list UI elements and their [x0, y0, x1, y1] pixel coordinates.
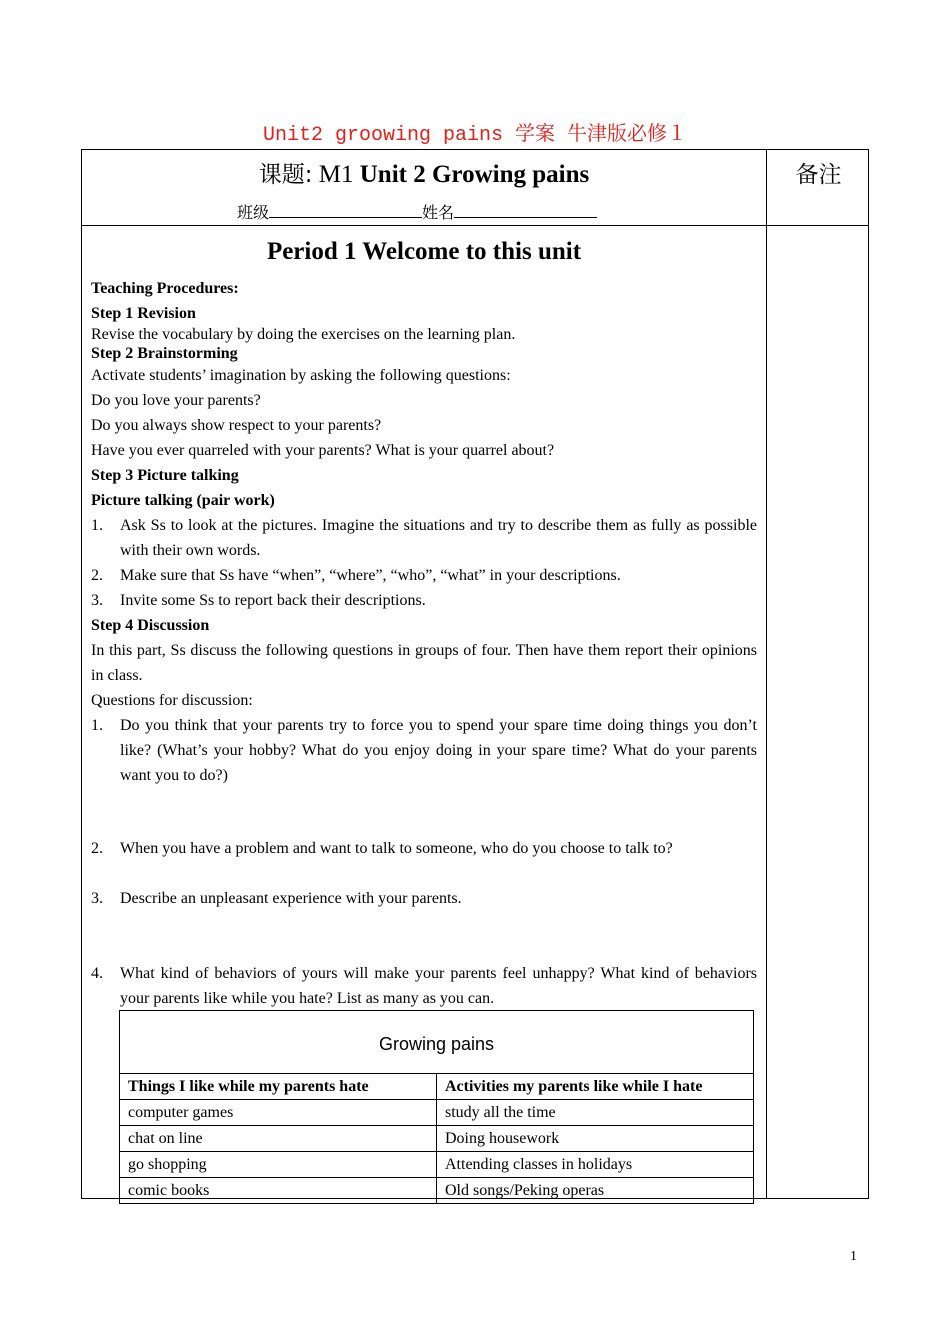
table-cell: Attending classes in holidays: [437, 1152, 754, 1178]
item-number: 2.: [91, 567, 103, 584]
table-cell: go shopping: [120, 1152, 437, 1178]
table-row: [120, 1152, 754, 1178]
table-cell: computer games: [120, 1100, 437, 1126]
table-cell: comic books: [120, 1178, 437, 1204]
item-text: When you have a problem and want to talk to someone, who do you choose to talk to?: [120, 840, 673, 857]
item-number: 1.: [91, 517, 103, 534]
lesson-plan-table: [81, 149, 869, 1199]
discussion-item: [91, 886, 757, 911]
table-header: Activities my parents like while I hate: [437, 1074, 754, 1100]
table-cell: chat on line: [120, 1126, 437, 1152]
discussion-item: [91, 713, 757, 788]
column-divider: [766, 150, 767, 1198]
step2-heading: Step 2 Brainstorming: [91, 345, 238, 362]
picture-item: [91, 588, 757, 613]
table-caption: Growing pains: [120, 1011, 754, 1074]
item-number: 2.: [91, 840, 103, 857]
step1-heading: Step 1 Revision: [91, 305, 196, 322]
name-label: 姓名: [422, 203, 455, 222]
step3-heading: Step 3 Picture talking: [91, 467, 239, 484]
step3-subheading: Picture talking (pair work): [91, 492, 275, 509]
item-number: 3.: [91, 890, 103, 907]
step2-text: Activate students’ imagination by asking the following questions:: [91, 367, 511, 384]
brainstorm-question: Do you always show respect to your parents?: [91, 417, 382, 434]
row-divider: [82, 225, 868, 226]
student-info-line: [237, 201, 597, 224]
topic-label: 课题:: [258, 162, 313, 188]
table-row: [120, 1126, 754, 1152]
item-text: Do you think that your parents try to force you to spend your spare time doing things you don’t like? (What’s your hobby? What do you enjoy doing in your spare time? What do your parents want you to do?): [120, 717, 757, 784]
picture-item: [91, 563, 757, 588]
period-title: Period 1 Welcome to this unit: [266, 238, 582, 265]
unit-title: Unit 2 Growing pains: [359, 161, 590, 188]
brainstorm-question: Do you love your parents?: [91, 392, 261, 409]
page-number: 1: [850, 1249, 857, 1264]
lesson-header-cell: [82, 150, 766, 225]
table-cell: Old songs/Peking operas: [437, 1178, 754, 1204]
item-text: What kind of behaviors of yours will make your parents feel unhappy? What kind of behaviors your parents like while you hate? List as many as you can.: [120, 965, 757, 1007]
remarks-header: 备注: [795, 162, 842, 188]
teaching-procedures-heading: Teaching Procedures:: [91, 280, 239, 297]
step4-heading: Step 4 Discussion: [91, 617, 210, 634]
discussion-item: [91, 961, 757, 1011]
table-row: [120, 1100, 754, 1126]
name-blank[interactable]: [454, 201, 597, 218]
lesson-title: [82, 158, 766, 192]
step4-text: In this part, Ss discuss the following questions in groups of four. Then have them report their opinions in class.: [91, 642, 757, 684]
table-cell: study all the time: [437, 1100, 754, 1126]
item-number: 4.: [91, 965, 103, 982]
discussion-item: [91, 836, 757, 861]
module-label: M1: [318, 161, 354, 188]
questions-label: Questions for discussion:: [91, 692, 253, 709]
step1-text: Revise the vocabulary by doing the exercises on the learning plan.: [91, 326, 516, 343]
growing-pains-table: [119, 1010, 754, 1204]
item-text: Ask Ss to look at the pictures. Imagine the situations and try to describe them as fully as possible with their own words.: [120, 517, 757, 559]
table-cell: Doing housework: [437, 1126, 754, 1152]
table-header: Things I like while my parents hate: [120, 1074, 437, 1100]
item-number: 3.: [91, 592, 103, 609]
brainstorm-question: Have you ever quarreled with your parents? What is your quarrel about?: [91, 442, 555, 459]
document-title: Unit2 groowing pains 学案 牛津版必修１: [262, 124, 688, 147]
item-text: Invite some Ss to report back their descriptions.: [120, 592, 426, 609]
item-text: Make sure that Ss have “when”, “where”, “who”, “what” in your descriptions.: [120, 567, 621, 584]
item-number: 1.: [91, 717, 103, 734]
item-text: Describe an unpleasant experience with your parents.: [120, 890, 462, 907]
table-row: [120, 1178, 754, 1204]
class-label: 班级: [237, 203, 270, 222]
picture-item: [91, 513, 757, 563]
class-blank[interactable]: [269, 201, 422, 218]
